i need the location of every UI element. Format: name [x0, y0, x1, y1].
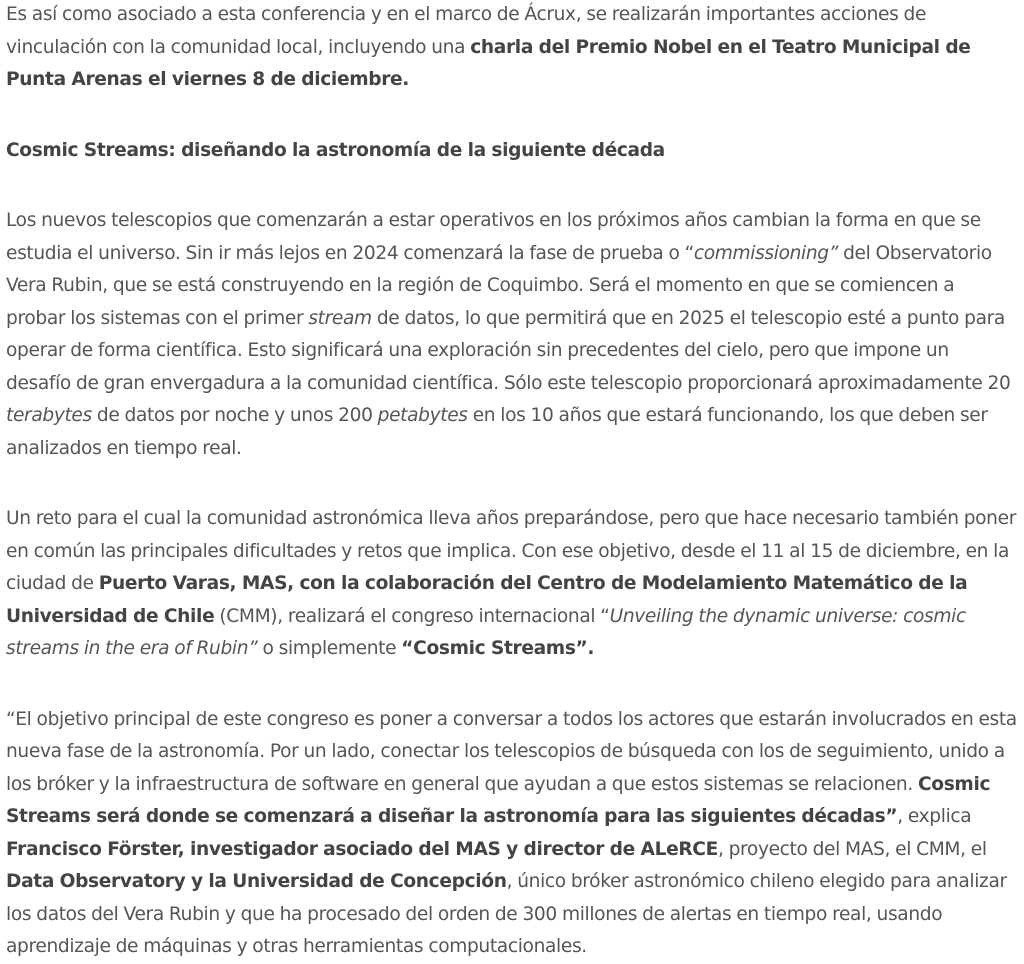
paragraph-bold-text: Data Observatory y la Universidad de Concepción [6, 871, 507, 892]
paragraph-text: o simplemente [257, 638, 402, 659]
paragraph-text: de datos, lo que permitirá que en 2025 el telescopio esté a punto para operar de forma científica. Esto significará una exploración sin precedentes del cielo, pero que impone un desafío de gran envergadura a la comunidad científica. Sólo este telescopio proporcionará aproximadamente 20 [6, 307, 1011, 394]
paragraph-text: de datos por noche y unos 200 [91, 405, 378, 426]
paragraph-text: (CMM), realizará el congreso internacional “ [214, 605, 610, 627]
paragraph-bold-text: Cosmic Streams será donde se comenzará a diseñar la astronomía para las siguientes décadas” [6, 773, 991, 827]
paragraph-text: Es así como asociado a esta conferencia y en el marco de Ácrux, se realizarán importantes acciones de vinculación con la comunidad local, incluyendo una [6, 4, 927, 58]
paragraph-text: del Observatorio Vera Rubin, que se está construyendo en la región de Coquimbo. Será el momento en que se comiencen a probar los sistemas con el primer [6, 242, 992, 329]
paragraph-italic-text: commissioning” [693, 242, 839, 264]
paragraph-spacer [6, 167, 1018, 205]
paragraph-bold-text: Francisco Förster, investigador asociado del MAS y director de ALeRCE [6, 838, 718, 860]
paragraph-spacer [6, 97, 1018, 135]
paragraph-bold-text: charla del Premio Nobel en el Teatro Municipal de Punta Arenas el viernes 8 de diciembre. [6, 36, 971, 90]
paragraph-text: en los 10 años que estará funcionando, los que deben ser analizados en tiempo real. [6, 405, 988, 459]
paragraph-italic-text: stream [308, 307, 372, 329]
paragraph-cosmic-streams-congress [6, 503, 1018, 666]
paragraph-text: Un reto para el cual la comunidad astronómica lleva años preparándose, pero que hace necesario también poner en común las principales dificultades y retos que implica. Con ese objetivo, desde el 11 al 15 de diciembre, en la ciudad de [6, 508, 1016, 594]
paragraph-text: , proyecto del MAS, el CMM, el [717, 838, 987, 860]
paragraph-bold-text: Puerto Varas, MAS, con la colaboración del Centro de Modelamiento Matemático de la Universidad de Chile [6, 573, 968, 627]
paragraph-italic-text: terabytes [6, 405, 92, 426]
paragraph-spacer [6, 465, 1018, 503]
paragraph-nobel-talk [6, 0, 1018, 97]
paragraph-text: , único bróker astronómico chileno elegido para analizar los datos del Vera Rubin y que ha procesado del orden de 300 millones de alertas en tiempo real, usando aprendizaje de máquinas y otras herramientas computacionales. [6, 871, 1007, 957]
section-heading: Cosmic Streams: diseñando la astronomía de la siguiente década [6, 139, 665, 161]
paragraph-italic-text: Unveiling the dynamic universe: cosmic streams in the era of Rubin” [6, 605, 966, 659]
paragraph-new-telescopes [6, 205, 1018, 465]
paragraph-forster-quote [6, 704, 1018, 964]
paragraph-text: “El objetivo principal de este congreso es poner a conversar a todos los actores que estarán involucrados en esta nueva fase de la astronomía. Por un lado, conectar los telescopios de búsqueda con los de seguimiento, unido a los bróker y la infraestructura de software en general que ayudan a que estos sistemas se relacionen. [6, 708, 1017, 795]
paragraph-text: Los nuevos telescopios que comenzarán a estar operativos en los próximos años cambian la forma en que se estudia el universo. Sin ir más lejos en 2024 comenzará la fase de prueba o “ [6, 210, 981, 264]
paragraph-spacer [6, 666, 1018, 704]
paragraph-text: , explica [897, 806, 972, 827]
paragraph-bold-text: “Cosmic Streams”. [401, 638, 595, 659]
paragraph-italic-text: petabytes [377, 405, 468, 426]
